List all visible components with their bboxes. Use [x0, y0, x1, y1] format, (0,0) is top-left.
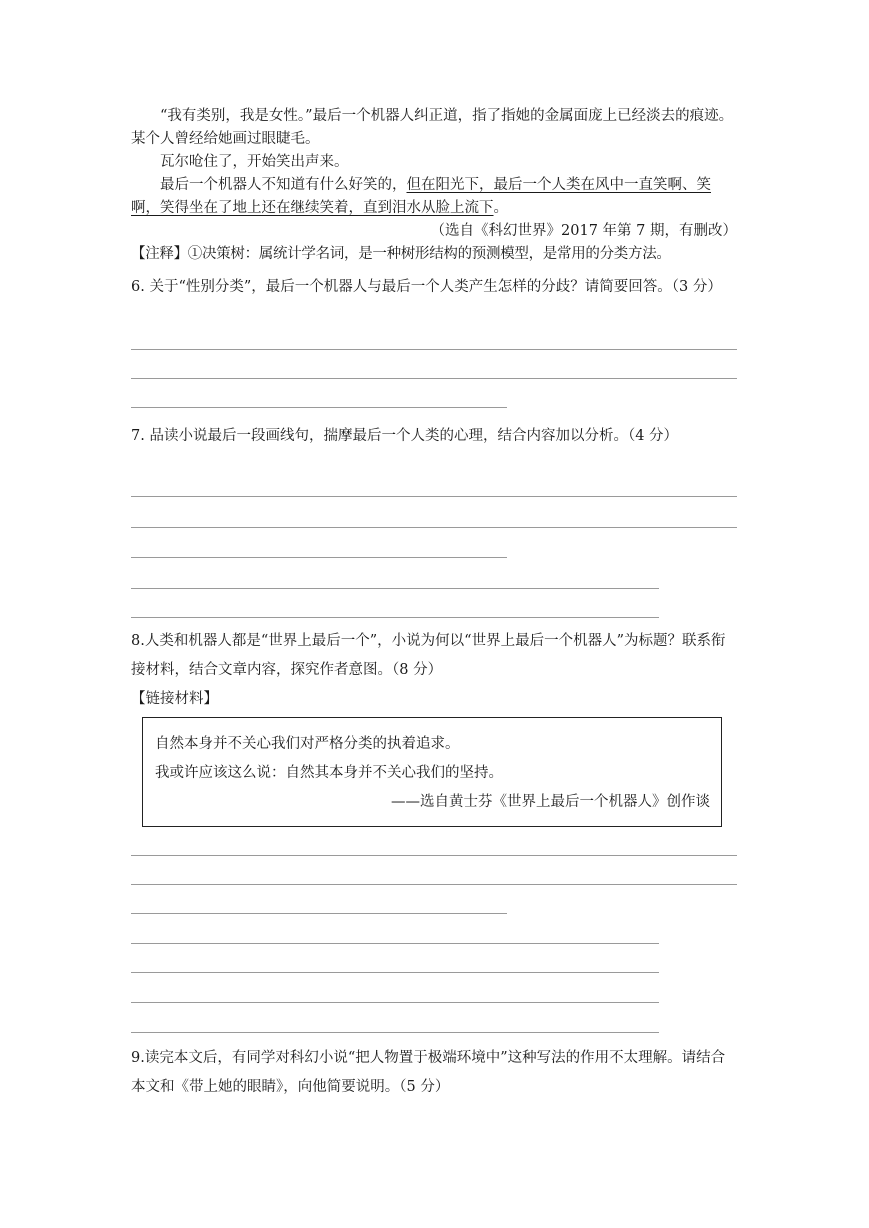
source-citation: （选自《科幻世界》2017 年第 7 期，有删改） — [430, 223, 737, 239]
link-material-attribution: ——选自黄士芬《世界上最后一个机器人》创作谈 — [391, 794, 710, 810]
answer-line[interactable] — [131, 527, 737, 528]
question-6: 6. 关于“性别分类”，最后一个机器人与最后一个人类产生怎样的分歧？请简要回答。（3 分） — [131, 279, 722, 295]
link-material-line-2: 我或许应该这么说：自然其本身并不关心我们的坚持。 — [155, 765, 503, 781]
answer-line[interactable] — [131, 855, 737, 856]
answer-line[interactable] — [131, 1002, 659, 1003]
footnote: 【注释】①决策树：属统计学名词，是一种树形结构的预测模型，是常用的分类方法。 — [131, 246, 671, 262]
answer-line[interactable] — [131, 1032, 659, 1033]
underlined-sentence: 但在阳光下，最后一个人类在风中一直笑啊、笑啊，笑得坐在了地上还在继续笑着，直到泪水从脸上流下 — [131, 177, 711, 216]
question-7: 7. 品读小说最后一段画线句，揣摩最后一个人类的心理，结合内容加以分析。（4 分） — [131, 428, 679, 444]
link-material-box — [142, 717, 722, 827]
answer-line[interactable] — [131, 617, 659, 618]
story-paragraph-3 — [131, 174, 737, 220]
story-paragraph-3-end: 。 — [493, 200, 508, 216]
answer-line[interactable] — [131, 884, 737, 885]
question-9: 9.读完本文后，有同学对科幻小说“把人物置于极端环境中”这种写法的作用不太理解。请结合本文和《带上她的眼睛》，向他简要说明。（5 分） — [131, 1050, 726, 1095]
answer-line[interactable] — [131, 349, 737, 350]
answer-line[interactable] — [131, 588, 659, 589]
answer-line[interactable] — [131, 913, 507, 914]
story-paragraph-2: 瓦尔呛住了，开始笑出声来。 — [160, 154, 349, 170]
answer-line[interactable] — [131, 943, 659, 944]
link-material-line-1: 自然本身并不关心我们对严格分类的执着追求。 — [155, 736, 460, 752]
answer-line[interactable] — [131, 496, 737, 497]
answer-line[interactable] — [131, 378, 737, 379]
answer-line[interactable] — [131, 557, 507, 558]
story-paragraph-3-plain: 最后一个机器人不知道有什么好笑的， — [160, 177, 407, 193]
answer-line[interactable] — [131, 407, 507, 408]
story-paragraph-1: “我有类别，我是女性。”最后一个机器人纠正道，指了指她的金属面庞上已经淡去的痕迹。某个人曾经给她画过眼睫毛。 — [131, 108, 734, 147]
link-material-title: 【链接材料】 — [131, 691, 218, 707]
answer-line[interactable] — [131, 972, 659, 973]
question-8: 8.人类和机器人都是“世界上最后一个”，小说为何以“世界上最后一个机器人”为标题？联系衔接材料，结合文章内容，探究作者意图。（8 分） — [131, 633, 726, 678]
